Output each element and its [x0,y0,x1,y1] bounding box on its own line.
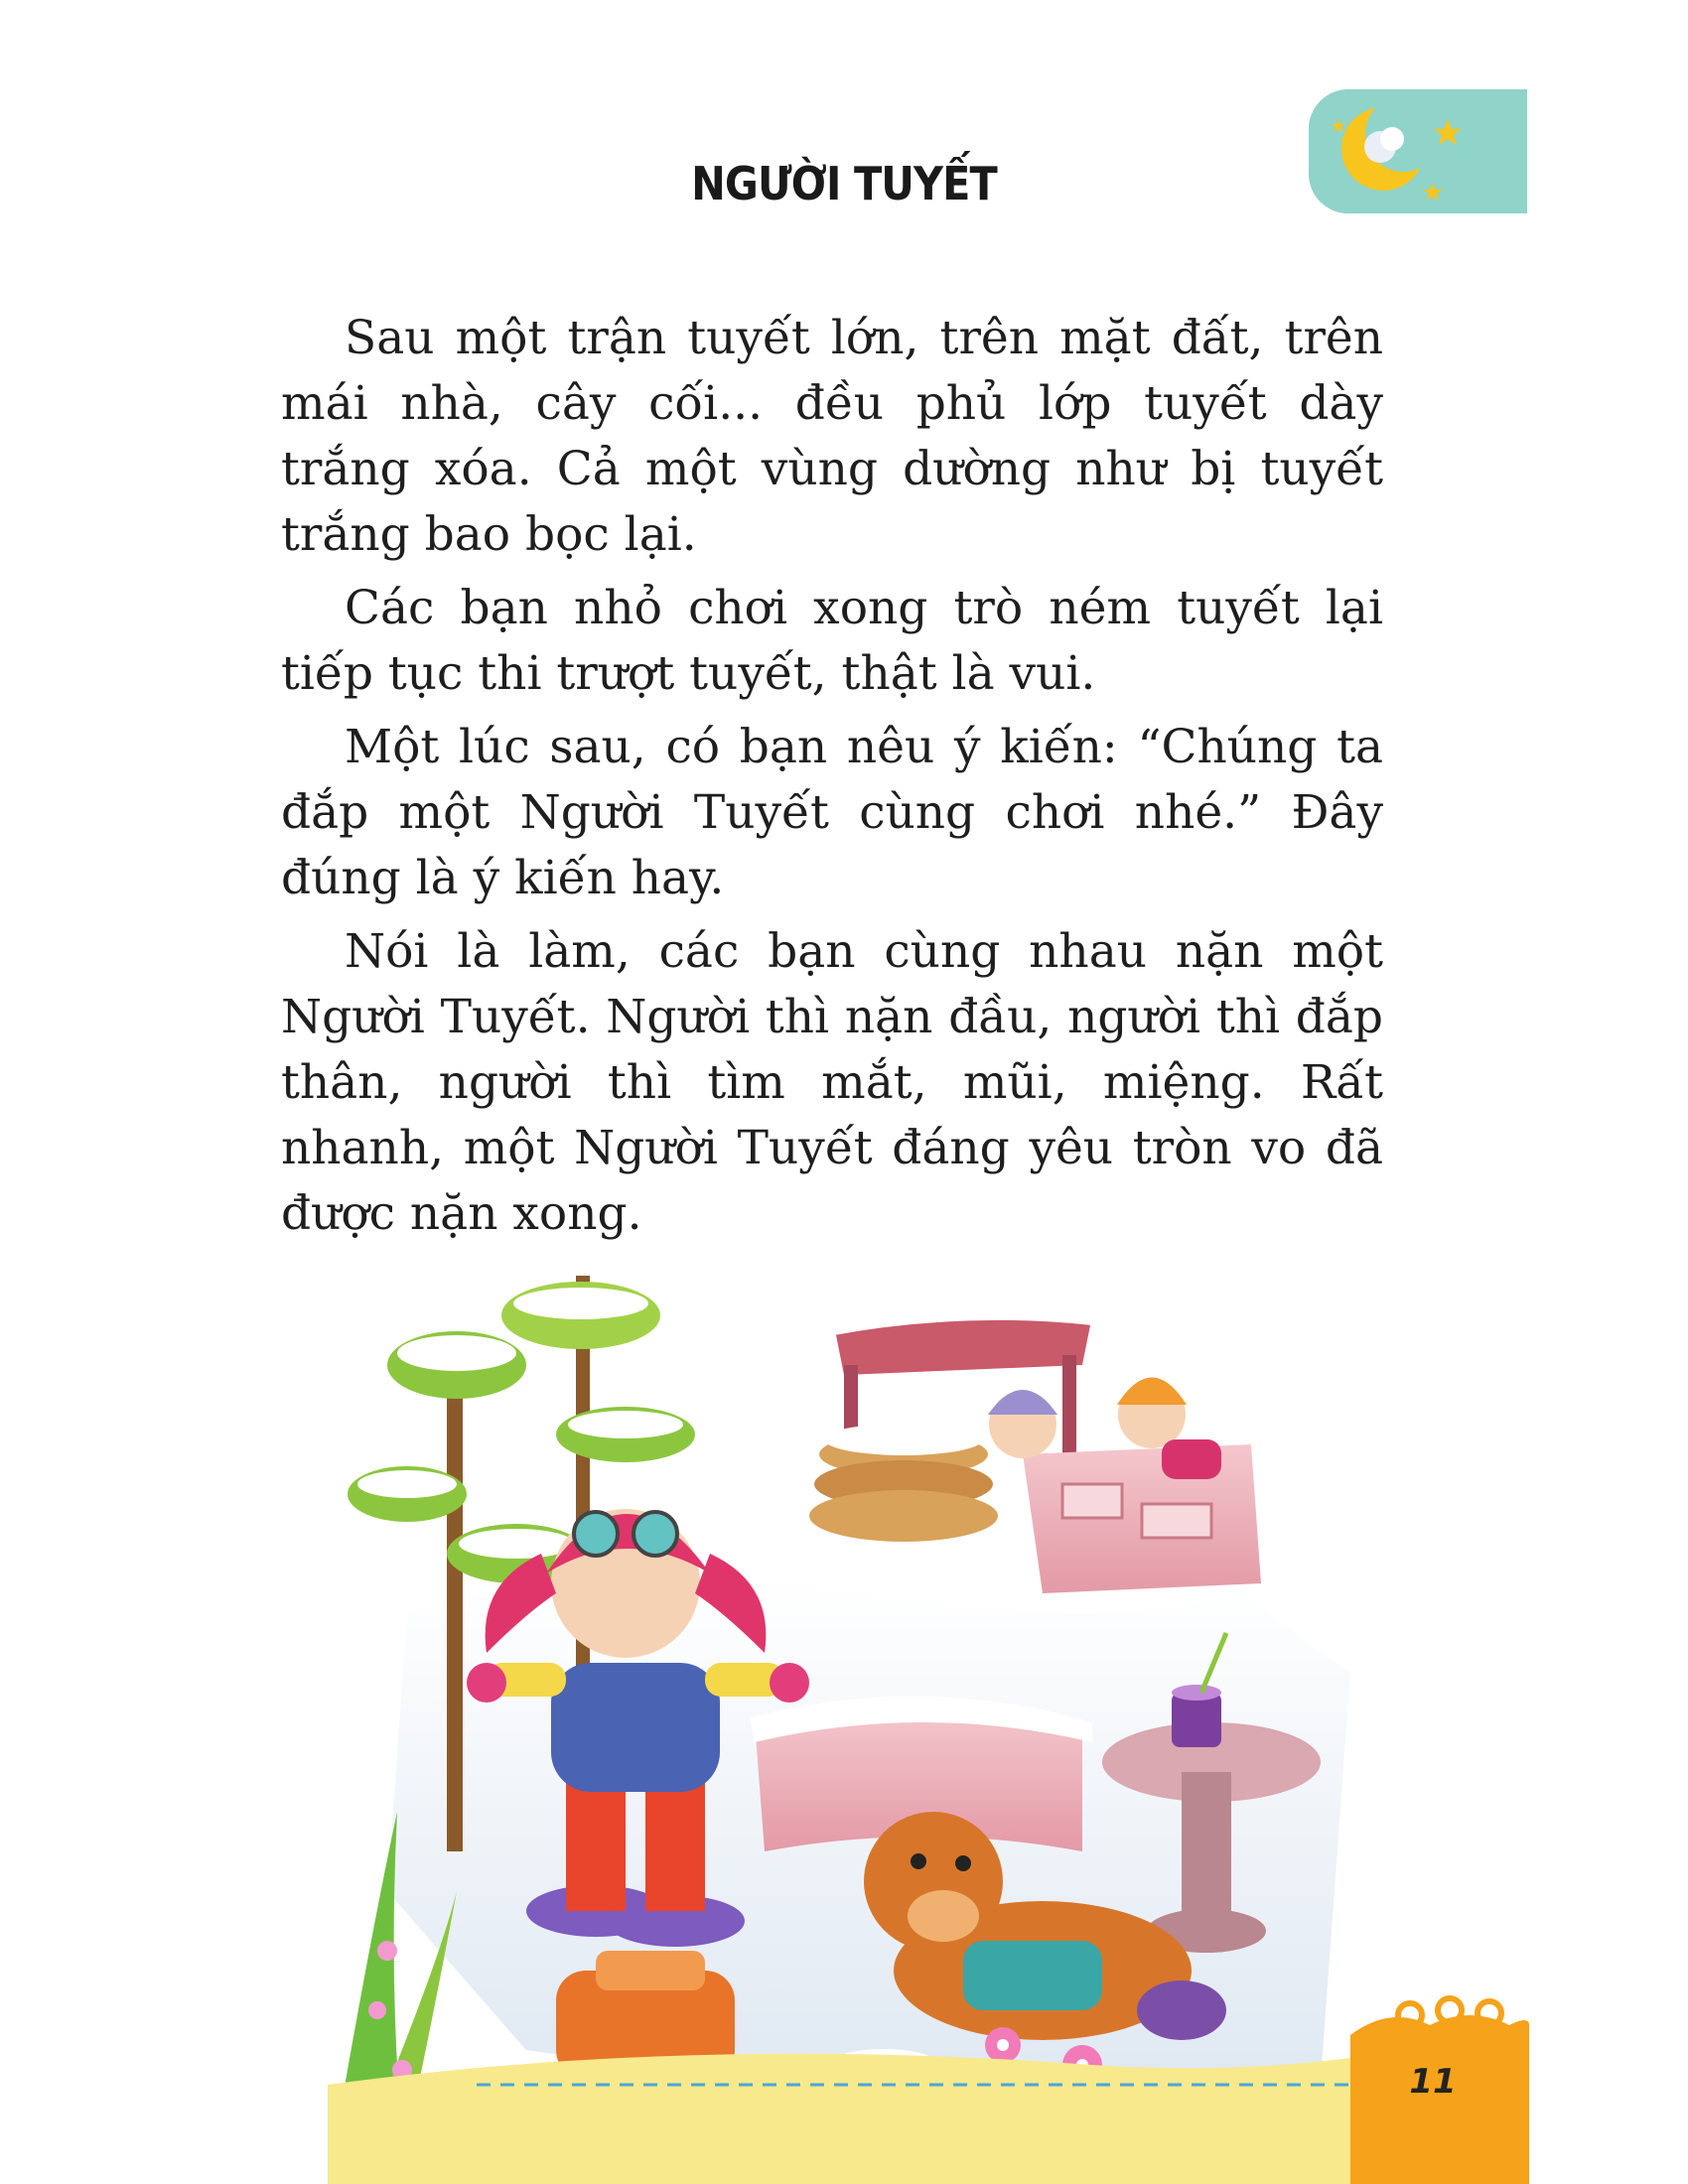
story-paragraph-4: Nói là làm, các bạn cùng nhau nặn một Người Tuyết. Người thì nặn đầu, người thì đắp thân, người thì tìm mắt, mũi, miệng. Rất nhanh, một Người Tuyết đáng yêu tròn vo đã được nặn xong. [281,924,1383,1241]
footer-decoration [0,1916,1688,2184]
page-title: NGƯỜI TUYẾT [691,157,997,210]
page-number: 11 [1409,2062,1457,2102]
story-paragraph-2: Các bạn nhỏ chơi xong trò ném tuyết lại tiếp tục thi trượt tuyết, thật là vui. [281,581,1383,701]
story-text [281,306,1383,1255]
story-paragraph-3: Một lúc sau, có bạn nêu ý kiến: “Chúng ta đắp một Người Tuyết cùng chơi nhé.” Đây đúng là ý kiến hay. [281,720,1383,905]
story-paragraph-1: Sau một trận tuyết lớn, trên mặt đất, trên mái nhà, cây cối... đều phủ lớp tuyết dày trắng xóa. Cả một vùng dường như bị tuyết trắng bao bọc lại. [281,311,1383,562]
